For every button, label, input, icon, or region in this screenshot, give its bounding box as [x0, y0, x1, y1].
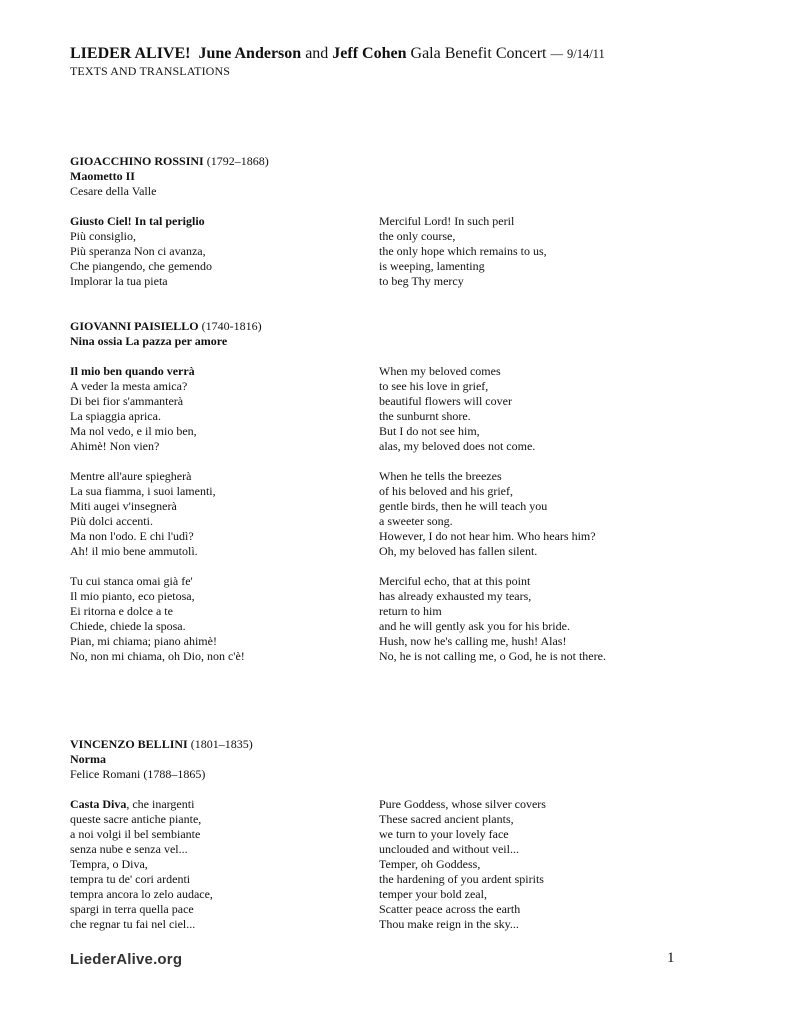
text-line: When he tells the breezes — [379, 469, 502, 483]
text-line-rest: , che inargenti — [126, 797, 195, 811]
work-title: Maometto II — [70, 169, 135, 183]
english-translation — [379, 797, 750, 932]
text-line: Miti augei v'insegnerà — [70, 499, 177, 513]
stanza — [379, 214, 750, 289]
stanza — [379, 797, 750, 932]
composer-name: GIOACCHINO ROSSINI — [70, 154, 204, 168]
librettist: Cesare della Valle — [70, 184, 157, 198]
aria-title: Giusto Ciel! In tal periglio — [70, 214, 205, 228]
text-columns — [70, 364, 750, 664]
text-line: a noi volgi il bel sembiante — [70, 827, 201, 841]
text-line: No, he is not calling me, o God, he is not there. — [379, 649, 606, 663]
text-line: the hardening of you ardent spirits — [379, 872, 544, 886]
text-line: spargi in terra quella pace — [70, 902, 194, 916]
composer-heading — [70, 319, 750, 334]
text-line: and he will gently ask you for his bride. — [379, 619, 570, 633]
text-line: senza nube e senza vel... — [70, 842, 188, 856]
concert-name: Gala Benefit Concert — [410, 45, 547, 62]
librettist: Felice Romani (1788–1865) — [70, 767, 206, 781]
text-line: temper your bold zeal, — [379, 887, 487, 901]
text-line: Ah! il mio bene ammutolì. — [70, 544, 198, 558]
text-line: Che piangendo, che gemendo — [70, 259, 212, 273]
work-title: Nina ossia La pazza per amore — [70, 334, 228, 348]
text-line: Temper, oh Goddess, — [379, 857, 481, 871]
text-line: che regnar tu fai nel ciel... — [70, 917, 196, 931]
italian-text — [70, 214, 379, 289]
text-line: beautiful flowers will cover — [379, 394, 512, 408]
text-line: Pian, mi chiama; piano ahimè! — [70, 634, 217, 648]
title-dash: — — [550, 47, 563, 61]
page-number: 1 — [667, 950, 675, 966]
composer-years: (1740-1816) — [201, 319, 262, 333]
text-line: Scatter peace across the earth — [379, 902, 521, 916]
text-line: Merciful Lord! In such peril — [379, 214, 515, 228]
stanza — [70, 574, 379, 664]
text-line: A veder la mesta amica? — [70, 379, 188, 393]
text-line: La spiaggia aprica. — [70, 409, 161, 423]
section-paisiello — [70, 319, 750, 664]
text-line: Tempra, o Diva, — [70, 857, 148, 871]
text-line: Oh, my beloved has fallen silent. — [379, 544, 538, 558]
stanza — [70, 797, 379, 932]
text-line: unclouded and without veil... — [379, 842, 519, 856]
text-line: Hush, now he's calling me, hush! Alas! — [379, 634, 567, 648]
page-subtitle: TEXTS AND TRANSLATIONS — [70, 64, 230, 78]
text-line: Ei ritorna e dolce a te — [70, 604, 173, 618]
text-line: La sua fiamma, i suoi lamenti, — [70, 484, 216, 498]
text-line: However, I do not hear him. Who hears him? — [379, 529, 596, 543]
text-line: gentle birds, then he will teach you — [379, 499, 548, 513]
composer-heading — [70, 154, 750, 169]
stanza — [70, 364, 379, 454]
text-line: to beg Thy mercy — [379, 274, 464, 288]
performer-2: Jeff Cohen — [332, 45, 407, 62]
text-line: queste sacre antiche piante, — [70, 812, 202, 826]
event-name: LIEDER ALIVE! — [70, 45, 191, 62]
section-rossini — [70, 154, 750, 289]
text-columns — [70, 214, 750, 289]
concert-date: 9/14/11 — [566, 47, 605, 61]
text-line: Ma non l'odo. E chi l'udì? — [70, 529, 194, 543]
text-line: Tu cui stanca omai già fe' — [70, 574, 193, 588]
text-line: No, non mi chiama, oh Dio, non c'è! — [70, 649, 245, 663]
text-line: return to him — [379, 604, 442, 618]
conjunction: and — [305, 45, 329, 62]
text-line: Più consiglio, — [70, 229, 137, 243]
text-line: Ma nol vedo, e il mio ben, — [70, 424, 197, 438]
text-line: is weeping, lamenting — [379, 259, 485, 273]
site-logo[interactable]: LiederAlive.org — [70, 951, 183, 968]
text-line: Merciful echo, that at this point — [379, 574, 531, 588]
text-line: Più speranza Non ci avanza, — [70, 244, 206, 258]
section-bellini — [70, 737, 750, 932]
text-line: Thou make reign in the sky... — [379, 917, 519, 931]
composer-name: VINCENZO BELLINI — [70, 737, 188, 751]
text-line: tempra ancora lo zelo audace, — [70, 887, 213, 901]
text-line: of his beloved and his grief, — [379, 484, 513, 498]
text-line: When my beloved comes — [379, 364, 501, 378]
text-line: the sunburnt shore. — [379, 409, 471, 423]
text-line: Più dolci accenti. — [70, 514, 153, 528]
composer-years: (1792–1868) — [206, 154, 269, 168]
text-line: a sweeter song. — [379, 514, 453, 528]
stanza — [70, 469, 379, 559]
concert-title — [70, 44, 605, 64]
composer-heading — [70, 737, 750, 752]
text-line: the only hope which remains to us, — [379, 244, 547, 258]
performer-1: June Anderson — [198, 45, 302, 62]
text-line: has already exhausted my tears, — [379, 589, 532, 603]
text-line: Mentre all'aure spiegherà — [70, 469, 192, 483]
aria-title: Il mio ben quando verrà — [70, 364, 195, 378]
stanza — [70, 214, 379, 289]
text-columns — [70, 797, 750, 932]
text-line: Il mio pianto, eco pietosa, — [70, 589, 195, 603]
english-translation — [379, 364, 750, 664]
stanza — [379, 364, 750, 454]
work-title: Norma — [70, 752, 106, 766]
text-line: Implorar la tua pieta — [70, 274, 168, 288]
italian-text — [70, 364, 379, 664]
composer-years: (1801–1835) — [190, 737, 253, 751]
aria-title: Casta Diva — [70, 797, 127, 811]
page-header — [70, 44, 605, 78]
text-line: But I do not see him, — [379, 424, 480, 438]
text-line: the only course, — [379, 229, 456, 243]
text-line: Di bei fior s'ammanterà — [70, 394, 184, 408]
text-line: tempra tu de' cori ardenti — [70, 872, 191, 886]
italian-text — [70, 797, 379, 932]
composer-name: GIOVANNI PAISIELLO — [70, 319, 199, 333]
text-line: These sacred ancient plants, — [379, 812, 514, 826]
text-line: alas, my beloved does not come. — [379, 439, 536, 453]
stanza — [379, 574, 750, 664]
text-line: Ahimè! Non vien? — [70, 439, 160, 453]
text-line: Pure Goddess, whose silver covers — [379, 797, 546, 811]
english-translation — [379, 214, 750, 289]
text-line: we turn to your lovely face — [379, 827, 509, 841]
text-line — [70, 797, 379, 812]
text-line: to see his love in grief, — [379, 379, 489, 393]
text-line: Chiede, chiede la sposa. — [70, 619, 186, 633]
stanza — [379, 469, 750, 559]
